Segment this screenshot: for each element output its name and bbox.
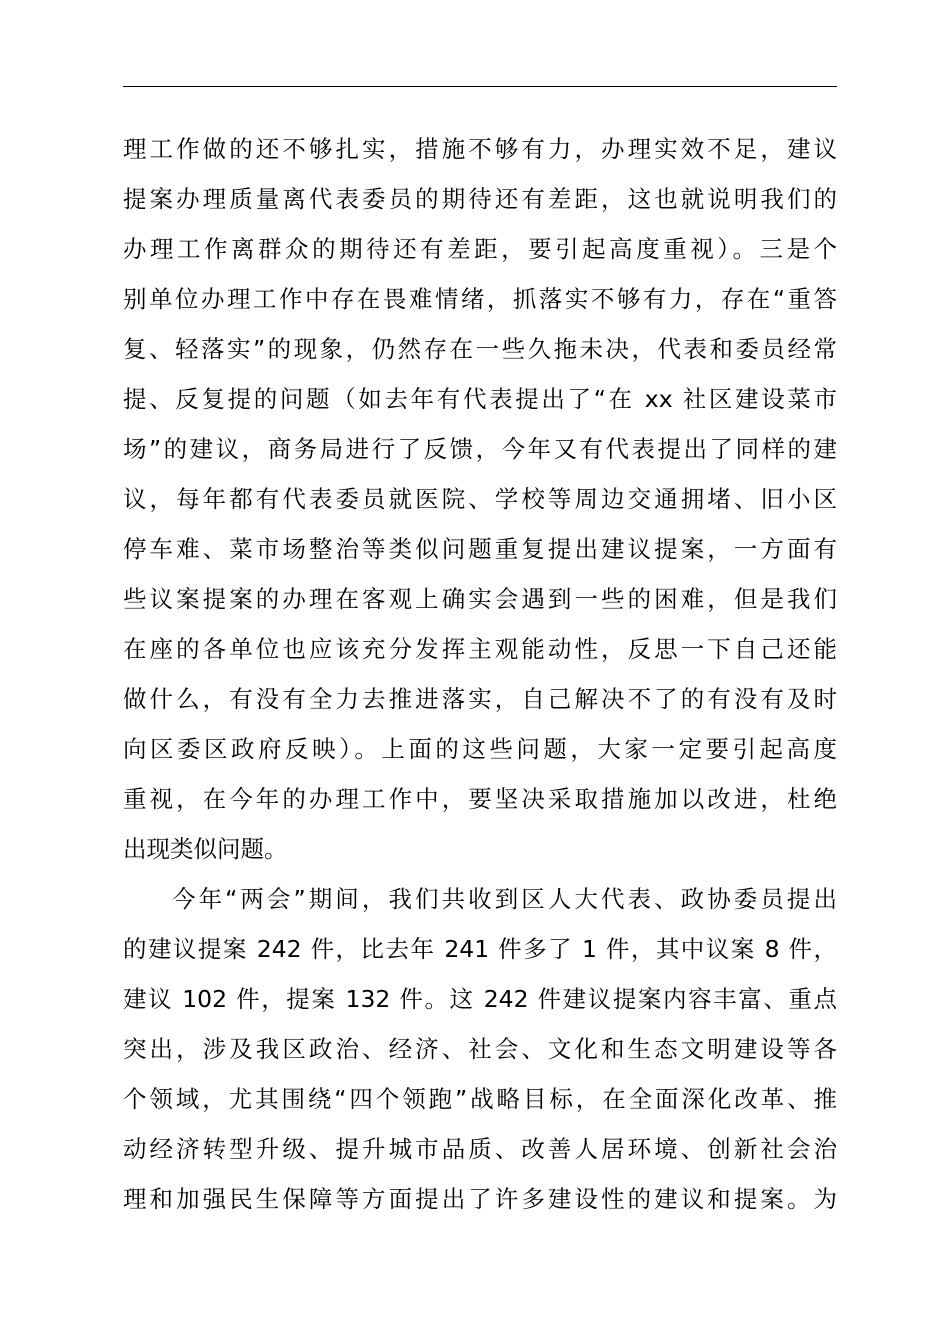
text-line: 向区委区政府反映）。上面的这些问题，大家一定要引起高度 [123,735,837,763]
text-line: 别单位办理工作中存在畏难情绪，抓落实不够有力，存在“重答 [123,285,837,313]
text-line: 的建议提案 242 件，比去年 241 件多了 1 件，其中议案 8 件， [123,935,837,963]
text-line: 办理工作离群众的期待还有差距，要引起高度重视）。三是个 [123,235,837,263]
header-rule [123,86,837,87]
text-line: 动经济转型升级、提升城市品质、改善人居环境、创新社会治 [123,1135,837,1163]
text-line: 提案办理质量离代表委员的期待还有差距，这也就说明我们的 [123,185,837,213]
text-line: 复、轻落实”的现象，仍然存在一些久拖未决，代表和委员经常 [123,335,837,363]
text-line: 重视，在今年的办理工作中，要坚决采取措施加以改进，杜绝 [123,785,837,813]
text-line: 突出，涉及我区政治、经济、社会、文化和生态文明建设等各 [123,1035,837,1063]
text-line: 个领域，尤其围绕“四个领跑”战略目标，在全面深化改革、推 [123,1085,837,1113]
paragraph-start-line: 今年“两会”期间，我们共收到区人大代表、政协委员提出 [172,885,837,913]
text-line: 提、反复提的问题（如去年有代表提出了“在 xx 社区建设菜市 [123,385,837,413]
text-line: 做什么，有没有全力去推进落实，自己解决不了的有没有及时 [123,685,837,713]
paragraph-end-line: 出现类似问题。 [123,835,288,863]
text-line: 理和加强民生保障等方面提出了许多建设性的建议和提案。为 [123,1185,837,1213]
text-line: 议，每年都有代表委员就医院、学校等周边交通拥堵、旧小区 [123,485,837,513]
document-body [123,124,837,1224]
text-line: 场”的建议，商务局进行了反馈，今年又有代表提出了同样的建 [123,435,837,463]
text-line: 停车难、菜市场整治等类似问题重复提出建议提案，一方面有 [123,535,837,563]
text-line: 建议 102 件，提案 132 件。这 242 件建议提案内容丰富、重点 [123,985,837,1013]
text-line: 理工作做的还不够扎实，措施不够有力，办理实效不足，建议 [123,135,837,163]
text-line: 在座的各单位也应该充分发挥主观能动性，反思一下自己还能 [123,635,837,663]
text-line: 些议案提案的办理在客观上确实会遇到一些的困难，但是我们 [123,585,837,613]
